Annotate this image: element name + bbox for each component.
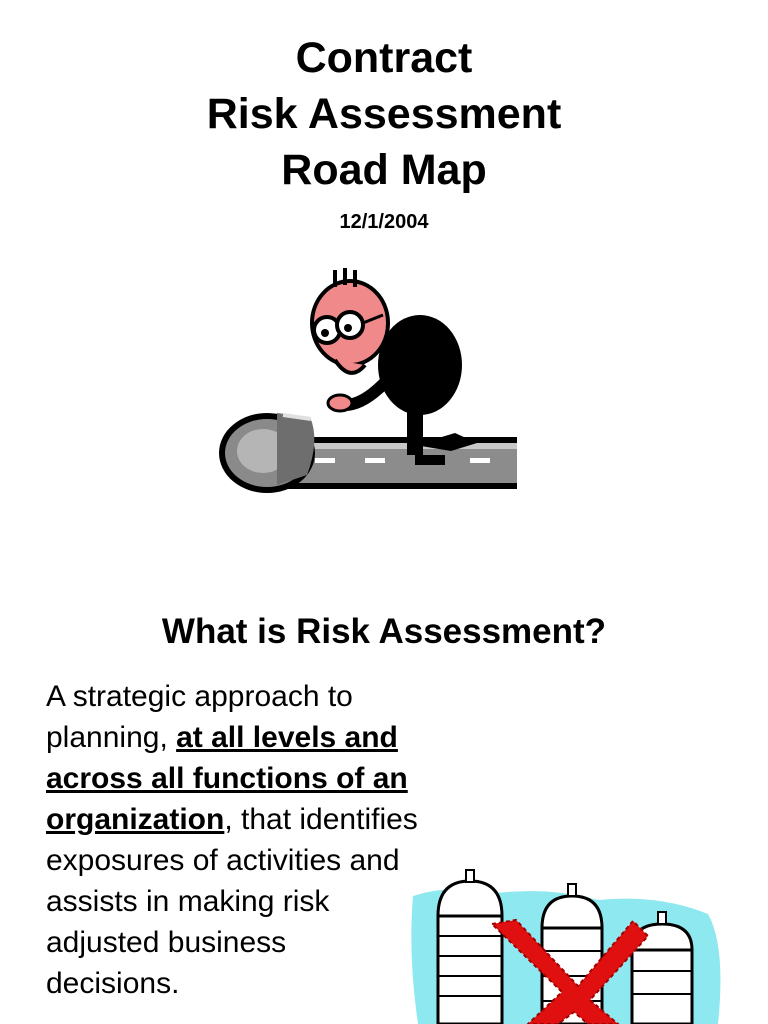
person-rolling-out-road-icon (215, 265, 520, 497)
definition-rest: , that identifies exposures of activities and assists in making risk adjusted business decisions. (46, 803, 418, 1000)
definition-text (46, 676, 418, 1004)
crossed-out-silos-icon (408, 866, 733, 1024)
section-heading: What is Risk Assessment? (161, 612, 607, 651)
slide-title (0, 30, 768, 198)
slide-date: 12/1/2004 (339, 211, 429, 233)
definition-intro: A strategic approach to planning, (46, 680, 353, 754)
title-line-2: Risk Assessment (206, 90, 562, 138)
title-line-3: Road Map (281, 146, 487, 194)
definition-emphasis: at all levels and across all functions of an organization (46, 721, 408, 836)
title-line-1: Contract (295, 34, 473, 82)
